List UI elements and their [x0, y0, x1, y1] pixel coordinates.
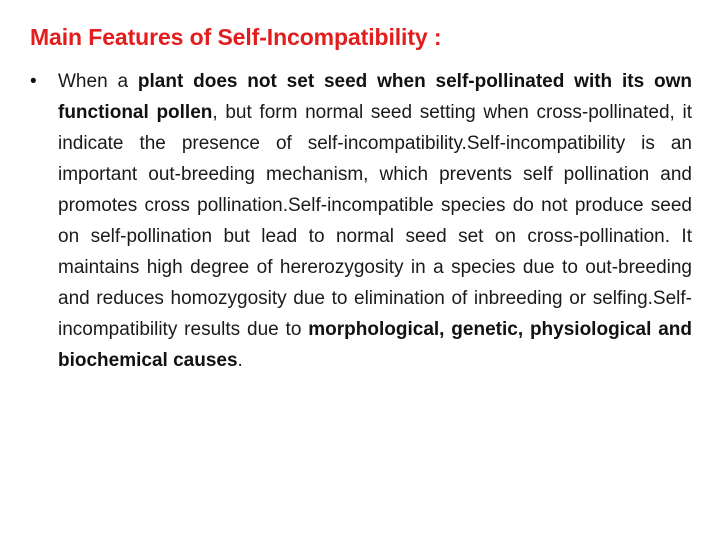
bold-text-run: morphological, genetic, physiological and biochemical causes [58, 319, 692, 371]
bullet-marker: • [30, 71, 37, 92]
bullet-paragraph [58, 66, 692, 376]
text-run: , but form normal seed setting when cross-pollinated, it indicate the presence of self-incompatibility.Self-incompatibility is an important out-breeding mechanism, which prevents self pollination and promotes cross pollination.Self-incompatible species do not produce seed on self-pollination but lead to normal seed set on cross-pollination. It maintains high degree of hererozygosity in a species due to out-breeding and reduces homozygosity due to elimination of inbreeding or selfing.Self-incompatibility results due to [58, 102, 692, 340]
bold-text-run: plant does not set seed when self-pollinated with its own functional pollen [58, 71, 692, 123]
bullet-item [30, 66, 692, 376]
slide-title: Main Features of Self-Incompatibility : [30, 24, 442, 50]
text-run: When a [58, 71, 138, 92]
text-run: . [237, 350, 243, 371]
